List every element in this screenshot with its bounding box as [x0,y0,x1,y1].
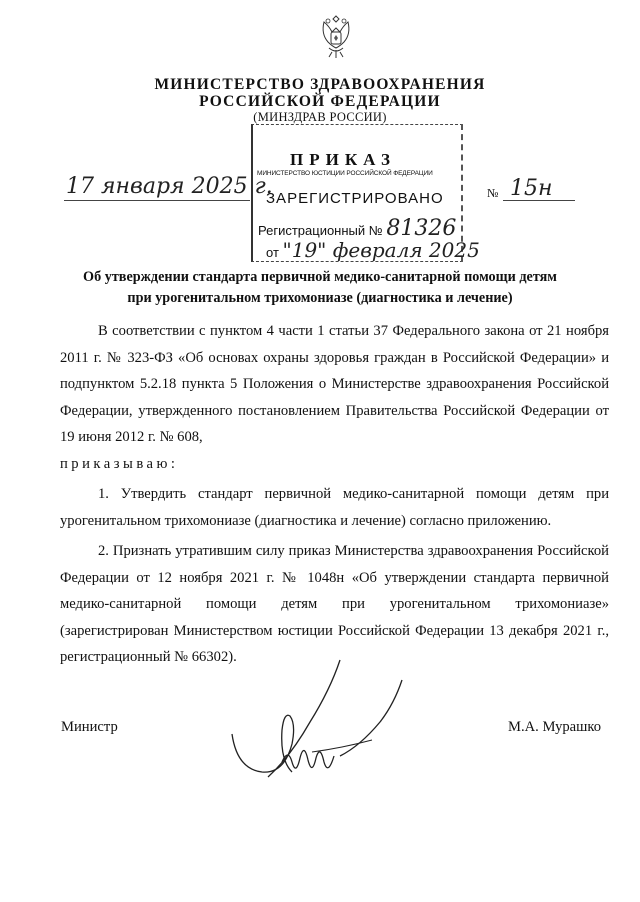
ministry-name-line1: МИНИСТЕРСТВО ЗДРАВООХРАНЕНИЯ [154,76,486,93]
order-date: 17 января 2025 г. [66,174,273,199]
coat-of-arms-icon [317,12,355,60]
handwritten-signature [222,652,432,792]
document-type: ПРИКАЗ [290,150,396,169]
document-title [60,267,580,309]
order-item-1: 1. Утвердить стандарт первичной медико-санитарной помощи детям при урогенитальном трихомониазе (диагностика и лечение) согласно приложению. [60,486,609,529]
stamp-authority: МИНИСТЕРСТВО ЮСТИЦИИ РОССИЙСКОЙ ФЕДЕРАЦИИ [257,170,433,177]
stamp-registration-number: 81326 [386,216,457,241]
title-line1: Об утверждении стандарта первичной медико-санитарной помощи детям [83,269,557,285]
stamp-date-prefix: от [266,245,279,260]
document-body [60,318,609,671]
stamp-registration-label: Регистрационный № [258,223,383,238]
ministry-name-line2: РОССИЙСКОЙ ФЕДЕРАЦИИ [199,93,441,110]
order-number: 15н [510,176,553,201]
stamp-status: ЗАРЕГИСТРИРОВАНО [266,190,444,207]
ministry-short-name: (МИНЗДРАВ РОССИИ) [253,110,387,124]
command-word: приказываю: [60,455,179,472]
order-date-underline [64,200,250,201]
order-item-2: 2. Признать утратившим силу приказ Министерства здравоохранения Российской Федерации от 12 ноября 2021 г. № 1048н «Об утверждении стандарта первичной медико-санитарной помощи детям при урогенитальном трихомониазе» (зарегистрирован Министерством юстиции Российской Федерации 13 декабря 2021 г., регистрационный № 66302). [60,543,609,665]
order-number-underline [503,200,575,201]
signatory-role: Министр [61,719,118,735]
order-number-label: № [487,186,499,200]
signatory-name: М.А. Мурашко [508,719,602,735]
stamp-date-value: "19" февраля 2025 [282,238,480,262]
ministry-header [150,76,490,125]
title-line2: при урогенитальном трихомониазе (диагностика и лечение) [127,290,513,306]
stamp-date-row [266,238,480,262]
preamble-paragraph: В соответствии с пунктом 4 части 1 статьи 37 Федерального закона от 21 ноября 2011 г. № 323-ФЗ «Об основах охраны здоровья граждан в Российской Федерации» и подпунктом 5.2.18 пункта 5 Положения о Министерстве здравоохранения Российской Федерации, утвержденного постановлением Правительства Российской Федерации от 19 июня 2012 г. № 608, [60,323,609,445]
